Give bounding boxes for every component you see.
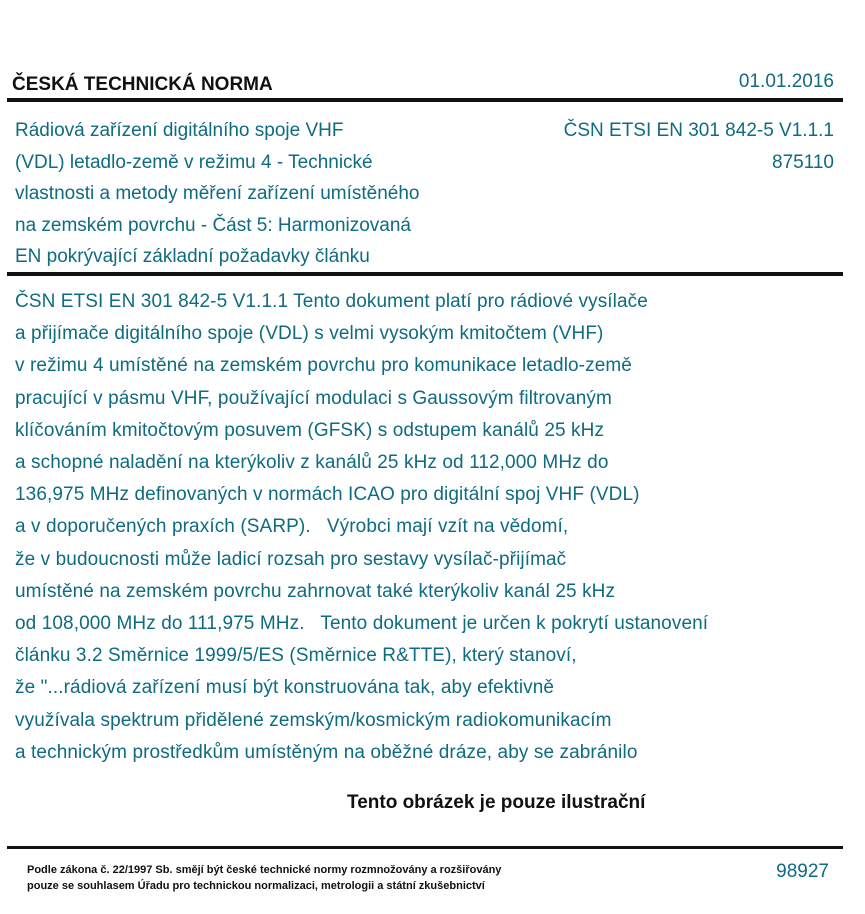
title-line: na zemském povrchu - Část 5: Harmonizovaná <box>15 214 411 236</box>
title-line: (VDL) letadlo-země v režimu 4 - Technické <box>15 151 373 173</box>
title-line: vlastnosti a metody měření zařízení umístěného <box>15 183 420 204</box>
abstract-line: klíčováním kmitočtovým posuvem (GFSK) s odstupem kanálů 25 kHz <box>15 419 605 441</box>
abstract-line: a technickým prostředkům umístěným na oběžné dráze, aby se zabránilo <box>15 741 638 763</box>
header-divider <box>7 98 843 102</box>
document-number: 98927 <box>776 861 829 882</box>
abstract-line: a schopné naladění na kterýkoliv z kanálů 25 kHz od 112,000 MHz do <box>15 452 609 474</box>
illustration-notice: Tento obrázek je pouze ilustrační <box>347 792 646 813</box>
abstract-line: že "...rádiová zařízení musí být konstruována tak, aby efektivně <box>15 677 555 699</box>
abstract-line: od 108,000 MHz do 111,975 MHz. Tento dokument je určen k pokrytí ustanovení <box>15 613 709 635</box>
legal-line: pouze se souhlasem Úřadu pro technickou normalizaci, metrologii a státní zkušebnictví <box>27 880 485 892</box>
abstract-line: v režimu 4 umístěné na zemském povrchu pro komunikace letadlo-země <box>15 355 632 377</box>
legal-notice <box>27 862 501 894</box>
abstract-text <box>15 286 845 769</box>
title-line: EN pokrývající základní požadavky článku <box>15 246 370 267</box>
abstract-line: pracující v pásmu VHF, používající modulaci s Gaussovým filtrovaným <box>15 387 612 409</box>
legal-line: Podle zákona č. 22/1997 Sb. smějí být české technické normy rozmnožovány a rozšiřovány <box>27 864 502 876</box>
document-title <box>15 115 495 273</box>
footer-divider <box>7 846 843 849</box>
abstract-line: a přijímače digitálního spoje (VDL) s velmi vysokým kmitočtem (VHF) <box>15 323 604 345</box>
abstract-line: ČSN ETSI EN 301 842-5 V1.1.1 Tento dokument platí pro rádiové vysílače <box>15 291 648 312</box>
abstract-line: 136,975 MHz definovaných v normách ICAO pro digitální spoj VHF (VDL) <box>15 484 640 506</box>
abstract-line: umístěné na zemském povrchu zahrnovat také kterýkoliv kanál 25 kHz <box>15 580 616 602</box>
abstract-line: využívala spektrum přidělené zemským/kosmickým radiokomunikacím <box>15 709 612 731</box>
abstract-line: a v doporučených praxích (SARP). Výrobci mají vzít na vědomí, <box>15 516 569 538</box>
classification-number: 875110 <box>772 151 834 173</box>
title-divider <box>7 272 843 276</box>
standard-code: ČSN ETSI EN 301 842-5 V1.1.1 <box>563 120 834 141</box>
abstract-line: že v budoucnosti může ladicí rozsah pro sestavy vysílač-přijímač <box>15 548 567 570</box>
standard-type-heading: ČESKÁ TECHNICKÁ NORMA <box>12 74 273 95</box>
title-line: Rádiová zařízení digitálního spoje VHF <box>15 120 344 141</box>
effective-date: 01.01.2016 <box>738 71 834 92</box>
standard-identifier <box>564 115 834 178</box>
abstract-line: článku 3.2 Směrnice 1999/5/ES (Směrnice R&TTE), který stanoví, <box>15 645 577 667</box>
